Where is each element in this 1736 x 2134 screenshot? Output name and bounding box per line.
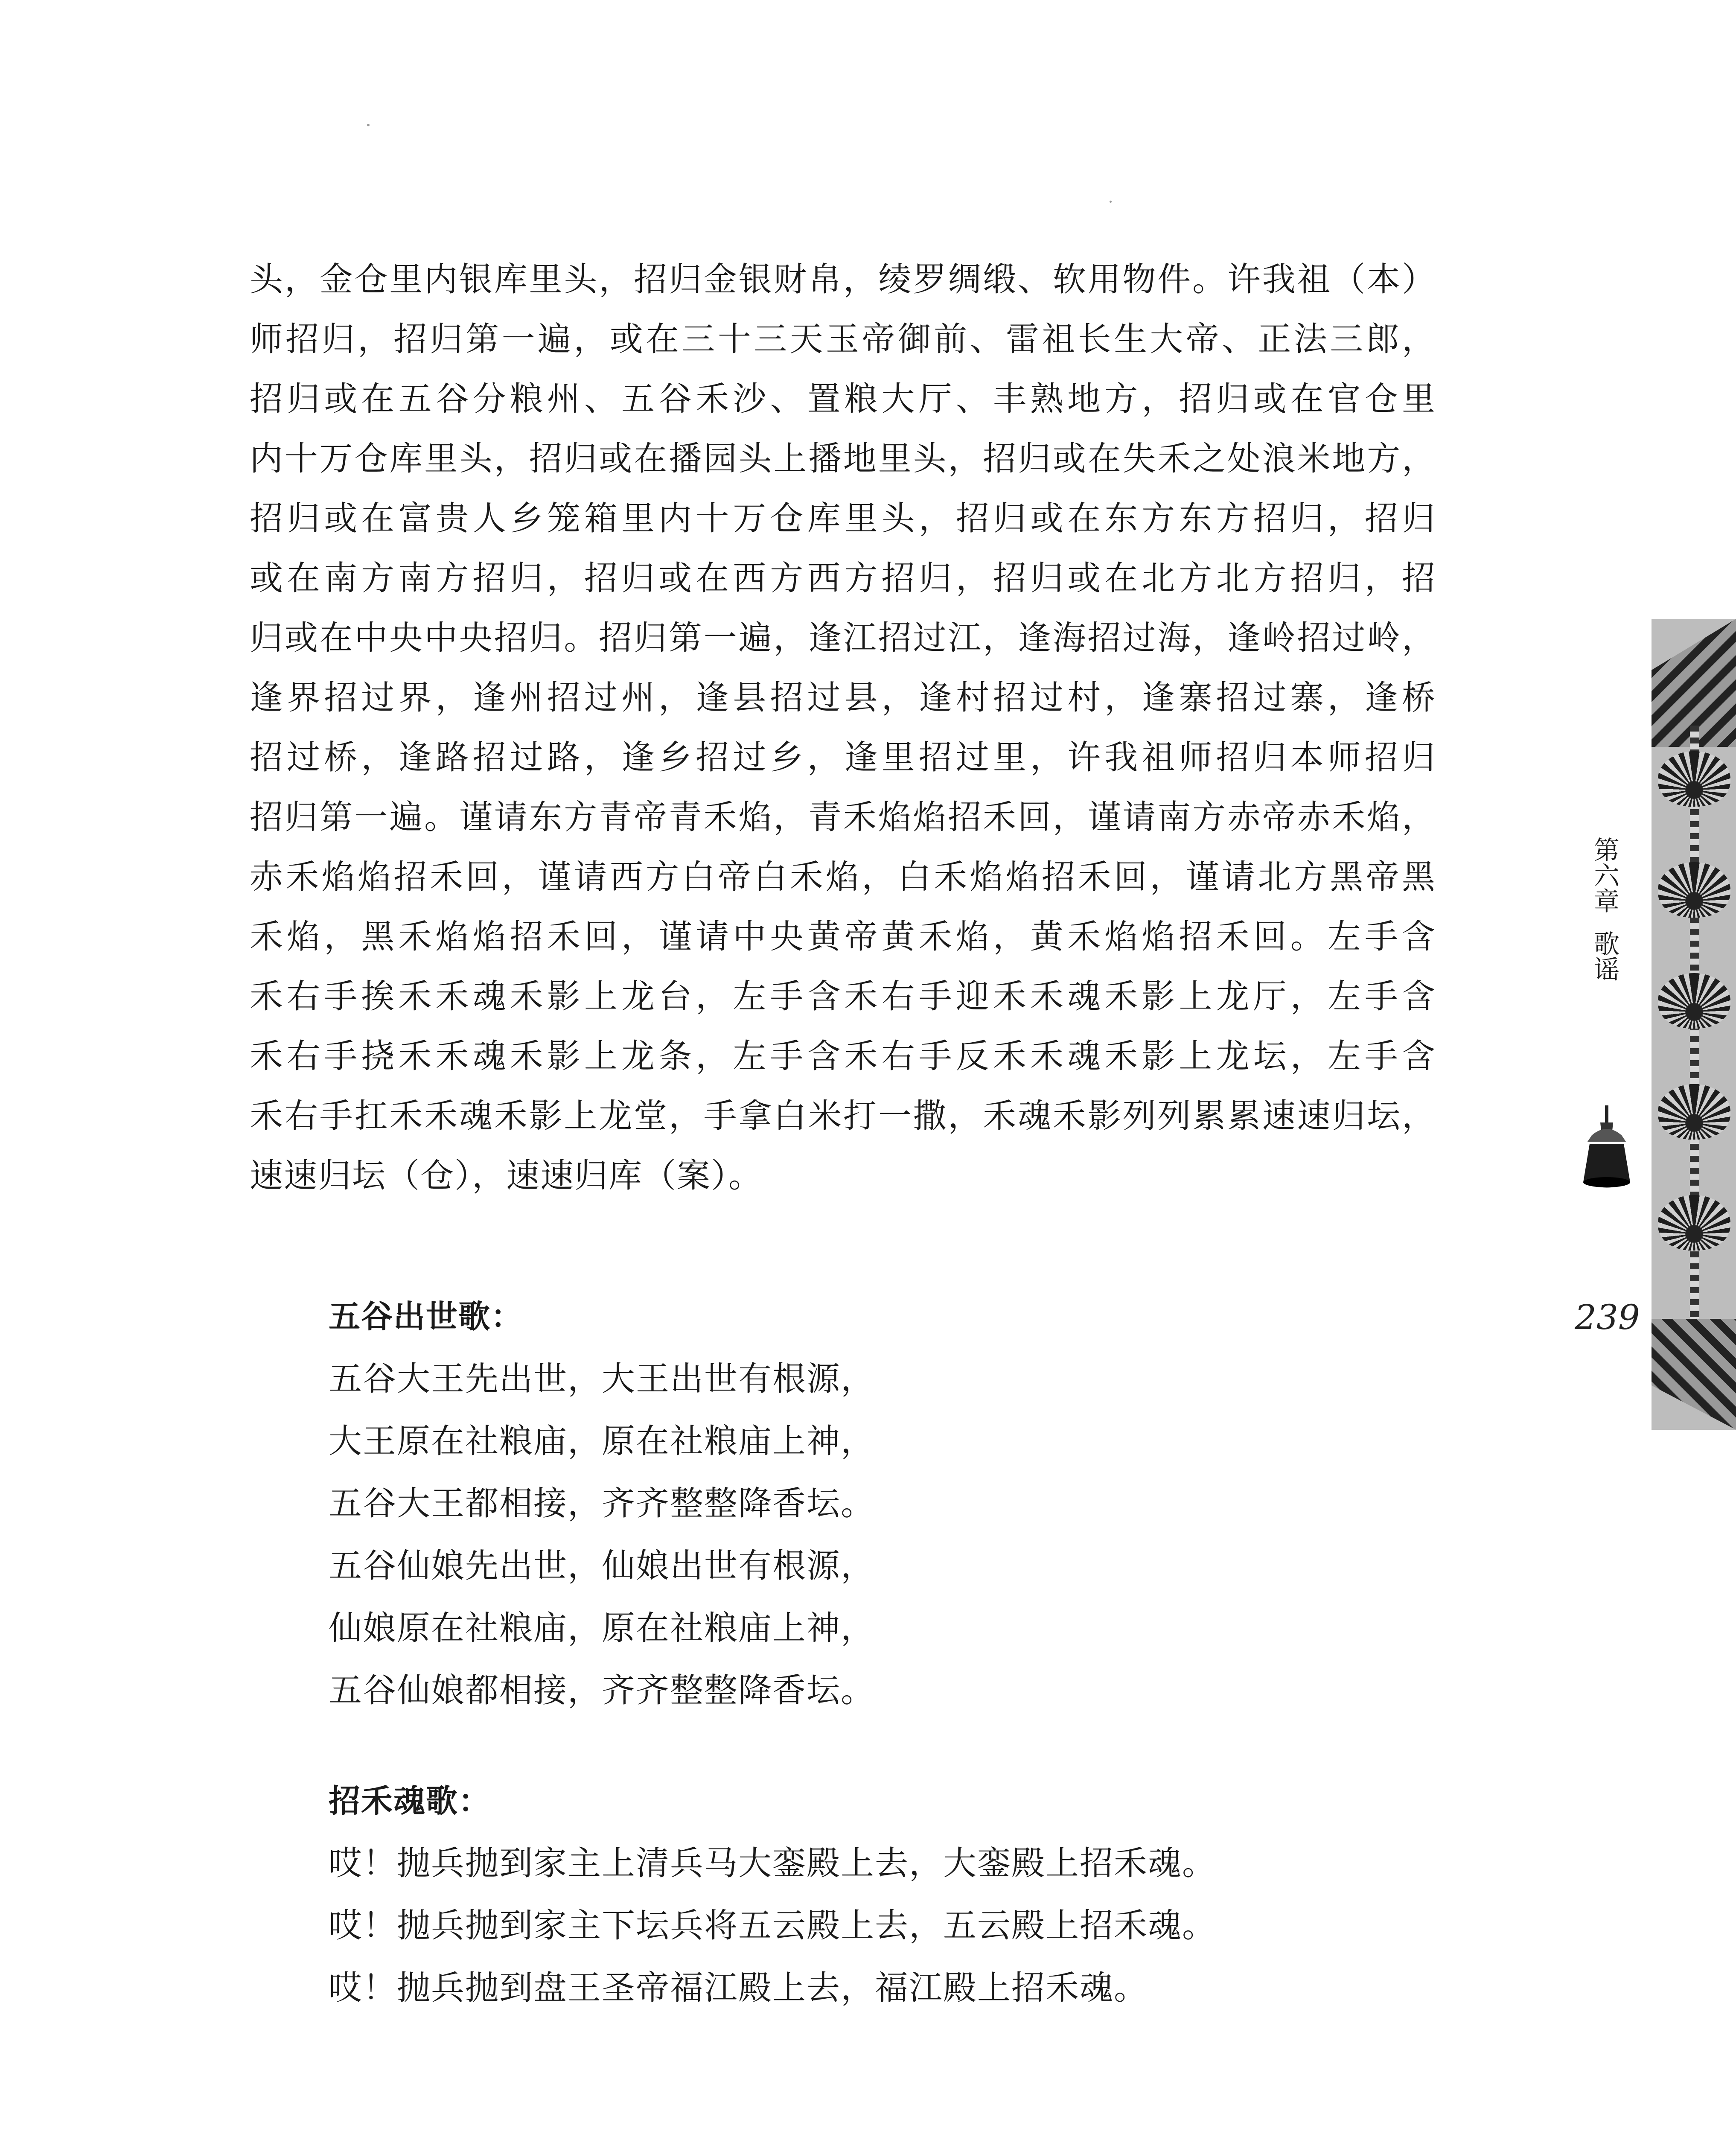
chapter-title: 歌谣 [1590, 930, 1619, 982]
song-verse: 哎！抛兵抛到家主下坛兵将五云殿上去，五云殿上招禾魂。 [329, 1907, 1217, 1945]
paragraph-line: 招过桥，逢路招过路，逢乡招过乡，逢里招过里，许我祖师招归本师招归 [250, 738, 1436, 777]
paragraph-line: 师招归，招归第一遍，或在三十三天玉帝御前、雷祖长生大帝、正法三郎， [250, 320, 1436, 359]
song-verse: 五谷仙娘先出世，仙娘出世有根源， [329, 1547, 875, 1585]
paragraph-line: 速速归坛（仓），速速归库（案）。 [250, 1157, 763, 1195]
paragraph-line: 或在南方南方招归，招归或在西方西方招归，招归或在北方北方招归，招 [250, 559, 1436, 598]
paragraph-line: 内十万仓库里头，招归或在播园头上播地里头，招归或在失禾之处浪米地方， [250, 440, 1436, 478]
scan-speck [1110, 201, 1112, 203]
paragraph-line: 归或在中央中央招归。招归第一遍，逢江招过江，逢海招过海，逢岭招过岭， [250, 619, 1436, 657]
paragraph-line: 逢界招过界，逢州招过州，逢县招过县，逢村招过村，逢寨招过寨，逢桥 [250, 679, 1436, 717]
bell-icon [1575, 1105, 1639, 1195]
chapter-label [1579, 837, 1630, 982]
body-paragraph [250, 250, 1436, 1206]
song-verse: 五谷大王都相接，齐齐整整降香坛。 [329, 1484, 875, 1523]
scan-speck [367, 124, 370, 126]
song-title: 五谷出世歌： [329, 1298, 523, 1335]
chapter-number: 第六章 [1590, 837, 1619, 913]
page-number: 239 [1575, 1297, 1640, 1337]
paragraph-line: 头，金仓里内银库里头，招归金银财帛，绫罗绸缎、软用物件。许我祖（本） [250, 260, 1436, 299]
flower-ornament-icon [1658, 751, 1730, 807]
song-verse: 哎！抛兵抛到家主上清兵马大銮殿上去，大銮殿上招禾魂。 [329, 1844, 1217, 1883]
song-verse: 五谷大王先出世，大王出世有根源， [329, 1360, 875, 1398]
song-zhao-he-hun [329, 1773, 1310, 2019]
flower-ornament-icon [1658, 1195, 1730, 1251]
song-verse: 五谷仙娘都相接，齐齐整整降香坛。 [329, 1671, 875, 1710]
flower-ornament-icon [1658, 862, 1730, 918]
paragraph-line: 禾焰，黑禾焰焰招禾回，谨请中央黄帝黄禾焰，黄禾焰焰招禾回。左手含 [250, 918, 1436, 956]
song-verse: 哎！抛兵抛到盘王圣帝福江殿上去，福江殿上招禾魂。 [329, 1969, 1148, 2007]
paragraph-line: 禾右手挠禾禾魂禾影上龙条，左手含禾右手反禾禾魂禾影上龙坛，左手含 [250, 1037, 1436, 1076]
paragraph-line: 招归或在富贵人乡笼箱里内十万仓库里头，招归或在东方东方招归，招归 [250, 499, 1436, 538]
paragraph-line: 禾右手扛禾禾魂禾影上龙堂，手拿白米打一撒，禾魂禾影列列累累速速归坛， [250, 1097, 1436, 1135]
flower-ornament-icon [1658, 1084, 1730, 1140]
song-verse: 大王原在社粮庙，原在社粮庙上神， [329, 1422, 875, 1461]
song-title: 招禾魂歌： [329, 1783, 491, 1819]
song-verse: 仙娘原在社粮庙，原在社粮庙上神， [329, 1609, 875, 1647]
paragraph-line: 禾右手挨禾禾魂禾影上龙台，左手含禾右手迎禾禾魂禾影上龙厅，左手含 [250, 977, 1436, 1016]
flower-ornament-icon [1658, 973, 1730, 1029]
song-wugu-chushi [329, 1289, 1310, 1722]
paragraph-line: 招归第一遍。谨请东方青帝青禾焰，青禾焰焰招禾回，谨请南方赤帝赤禾焰， [250, 798, 1436, 837]
paragraph-line: 招归或在五谷分粮州、五谷禾沙、置粮大厅、丰熟地方，招归或在官仓里 [250, 380, 1436, 418]
paragraph-line: 赤禾焰焰招禾回，谨请西方白帝白禾焰，白禾焰焰招禾回，谨请北方黑帝黑 [250, 858, 1436, 896]
vine-pattern [1690, 726, 1699, 1344]
